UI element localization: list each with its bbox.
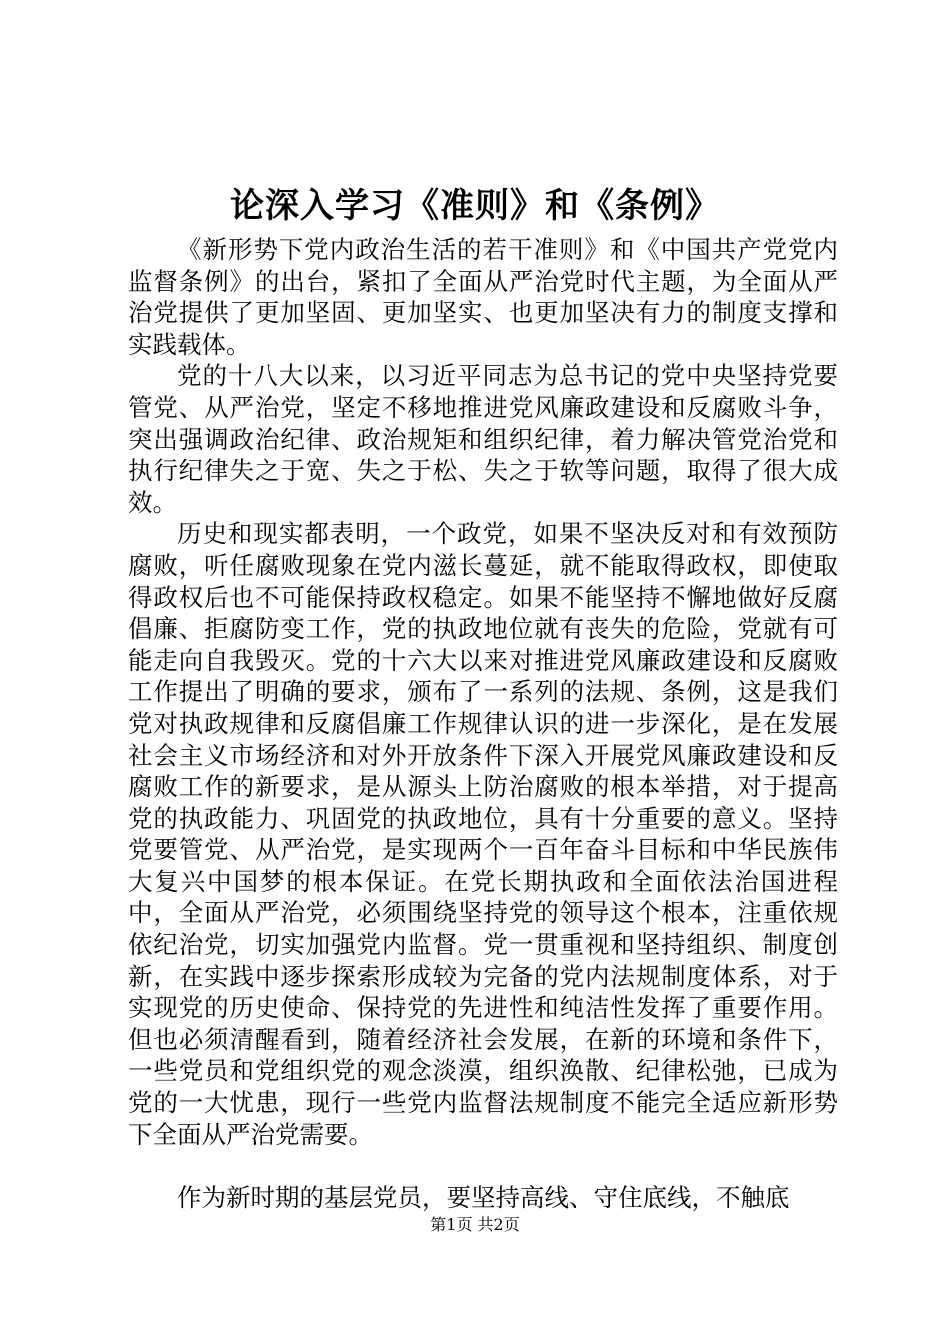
paragraph-2: 党的十八大以来，以习近平同志为总书记的党中央坚持党要管党、从严治党，坚定不移地推进党风廉政建设和反腐败斗争，突出强调政治纪律、政治规矩和组织纪律，着力解决管党治党和执行纪律失之于宽、失之于松、失之于软等问题，取得了很大成效。 xyxy=(128,361,838,517)
document-title: 论深入学习《准则》和《条例》 xyxy=(230,186,720,226)
document-body xyxy=(128,234,838,1214)
paragraph-4: 作为新时期的基层党员，要坚持高线、守住底线，不触底 xyxy=(177,1183,790,1213)
page-number-footer: 第1页 共2页 xyxy=(430,1215,520,1234)
paragraph-3: 历史和现实都表明，一个政党，如果不坚决反对和有效预防腐败，听任腐败现象在党内滋长蔓延，就不能取得政权，即使取得政权后也不可能保持政权稳定。如果不能坚持不懈地做好反腐倡廉、拒腐防变工作，党的执政地位就有丧失的危险，党就有可能走向自我毁灭。党的十六大以来对推进党风廉政建设和反腐败工作提出了明确的要求，颁布了一系列的法规、条例，这是我们党对执政规律和反腐倡廉工作规律认识的进一步深化，是在发展社会主义市场经济和对外开放条件下深入开展党风廉政建设和反腐败工作的新要求，是从源头上防治腐败的根本举措，对于提高党的执政能力、巩固党的执政地位，具有十分重要的意义。坚持党要管党、从严治党，是实现两个一百年奋斗目标和中华民族伟大复兴中国梦的根本保证。在党长期执政和全面依法治国进程中，全面从严治党，必须围绕坚持党的领导这个根本，注重依规依纪治党，切实加强党内监督。党一贯重视和坚持组织、制度创新，在实践中逐步探索形成较为完备的党内法规制度体系，对于实现党的历史使命、保持党的先进性和纯洁性发挥了重要作用。但也必须清醒看到，随着经济社会发展，在新的环境和条件下，一些党员和党组织党的观念淡漠，组织涣散、纪律松弛，已成为党的一大忧患，现行一些党内监督法规制度不能完全适应新形势下全面从严治党需要。 xyxy=(128,519,838,1149)
paragraph-1: 《新形势下党内政治生活的若干准则》和《中国共产党党内监督条例》的出台，紧扣了全面从严治党时代主题，为全面从严治党提供了更加坚固、更加坚实、也更加坚决有力的制度支撑和实践载体。 xyxy=(128,235,838,359)
